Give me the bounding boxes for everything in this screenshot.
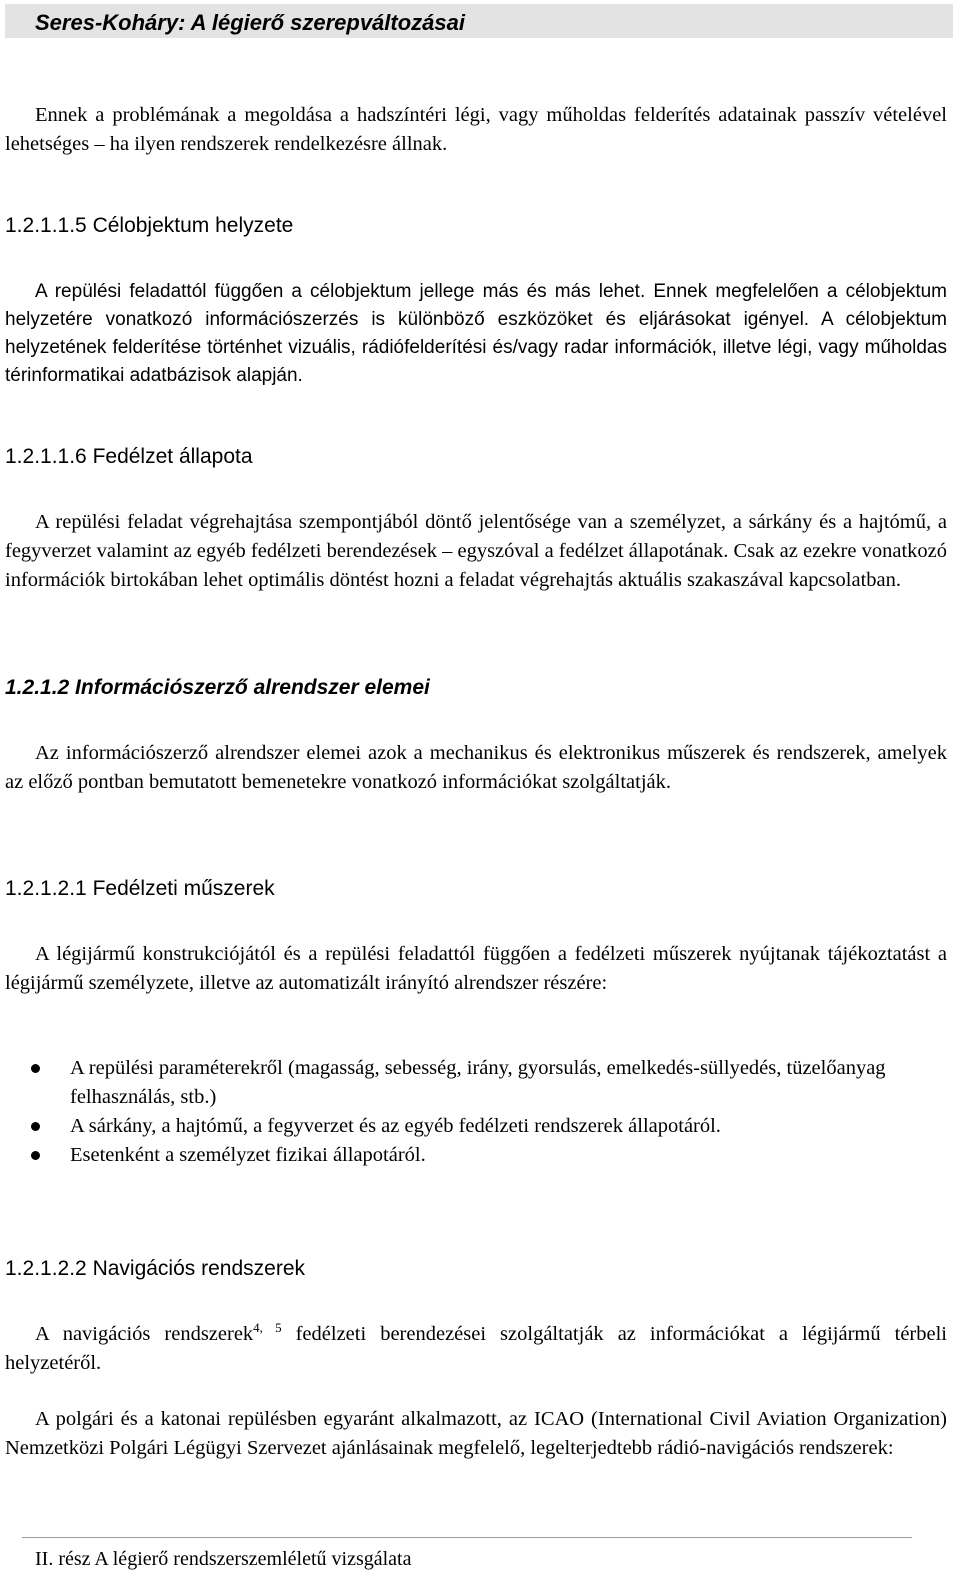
running-footer: II. rész A légierő rendszerszemléletű vizsgálata (35, 1548, 412, 1570)
header-title: Seres-Koháry: A légierő szerepváltozásai (35, 10, 465, 35)
paragraph: A légijármű konstrukciójától és a repülési feladattól függően a fedélzeti műszerek nyújtanak tájékoztatást a légijármű személyzete, illetve az automatizált irányító alrendszer részére: (5, 943, 947, 994)
section-heading: 1.2.1.2.1 Fedélzeti műszerek (5, 877, 275, 900)
list-item (0, 1112, 948, 1141)
paragraph: A polgári és a katonai repülésben egyaránt alkalmazott, az ICAO (International Civil Aviation Organization) Nemzetközi Polgári Légügyi Szervezet ajánlásainak megfelelő, legelterjedtebb rádió-navigációs rendszerek: (5, 1408, 947, 1459)
list-item-text: A sárkány, a hajtómű, a fegyverzet és az egyéb fedélzeti rendszerek állapotáról. (70, 1115, 721, 1137)
paragraph: Az információszerző alrendszer elemei azok a mechanikus és elektronikus műszerek és rendszerek, amelyek az előző pontban bemutatott bemenetekre vonatkozó információkat szolgáltatják. (5, 742, 947, 793)
paragraph: A repülési feladattól függően a célobjektum jellege más és más lehet. Ennek megfelelően a célobjektum helyzetére vonatkozó információszerzés is különböző eszközöket és eljárásokat igényel. A célobjektum helyzetének felderítése történhet vizuális, rádiófelderítési és/vagy radar információk, illetve légi, vagy műholdas térinformatikai adatbázisok alapján. (5, 281, 947, 386)
section-heading: 1.2.1.2 Információszerző alrendszer elemei (5, 676, 430, 699)
section-heading: 1.2.1.1.6 Fedélzet állapota (5, 445, 253, 468)
footnote-reference: 4, 5 (253, 1320, 282, 1336)
bullet-icon (31, 1122, 40, 1131)
bullet-icon (31, 1151, 40, 1160)
paragraph-text: A navigációs rendszerek (35, 1323, 254, 1345)
paragraph: Ennek a problémának a megoldása a hadszíntéri légi, vagy műholdas felderítés adatainak passzív vételével lehetséges – ha ilyen rendszerek rendelkezésre állnak. (5, 104, 947, 155)
paragraph (5, 1320, 947, 1378)
list-item (0, 1141, 948, 1170)
bullet-list (0, 1054, 948, 1170)
running-header (5, 4, 953, 38)
paragraph: A repülési feladat végrehajtása szempontjából döntő jelentősége van a személyzet, a sárkány és a hajtómű, a fegyverzet valamint az egyéb fedélzeti berendezések – egyszóval a fedélzet állapotának. Csak az ezekre vonatkozó információk birtokában lehet optimális döntést hozni a feladat végrehajtás aktuális szakaszával kapcsolatban. (5, 511, 947, 591)
bullet-icon (31, 1064, 40, 1073)
list-item-text: A repülési paraméterekről (magasság, sebesség, irány, gyorsulás, emelkedés-süllyedés, tüzelőanyag felhasználás, stb.) (70, 1057, 886, 1108)
section-heading: 1.2.1.1.5 Célobjektum helyzete (5, 214, 294, 237)
section-heading: 1.2.1.2.2 Navigációs rendszerek (5, 1257, 305, 1280)
list-item (0, 1054, 948, 1112)
paragraph-text: fedélzeti berendezései szolgáltatják az információkat a légijármű térbeli helyzetéről. (5, 1323, 947, 1374)
list-item-text: Esetenként a személyzet fizikai állapotáról. (70, 1144, 426, 1166)
footer-divider (22, 1537, 912, 1538)
